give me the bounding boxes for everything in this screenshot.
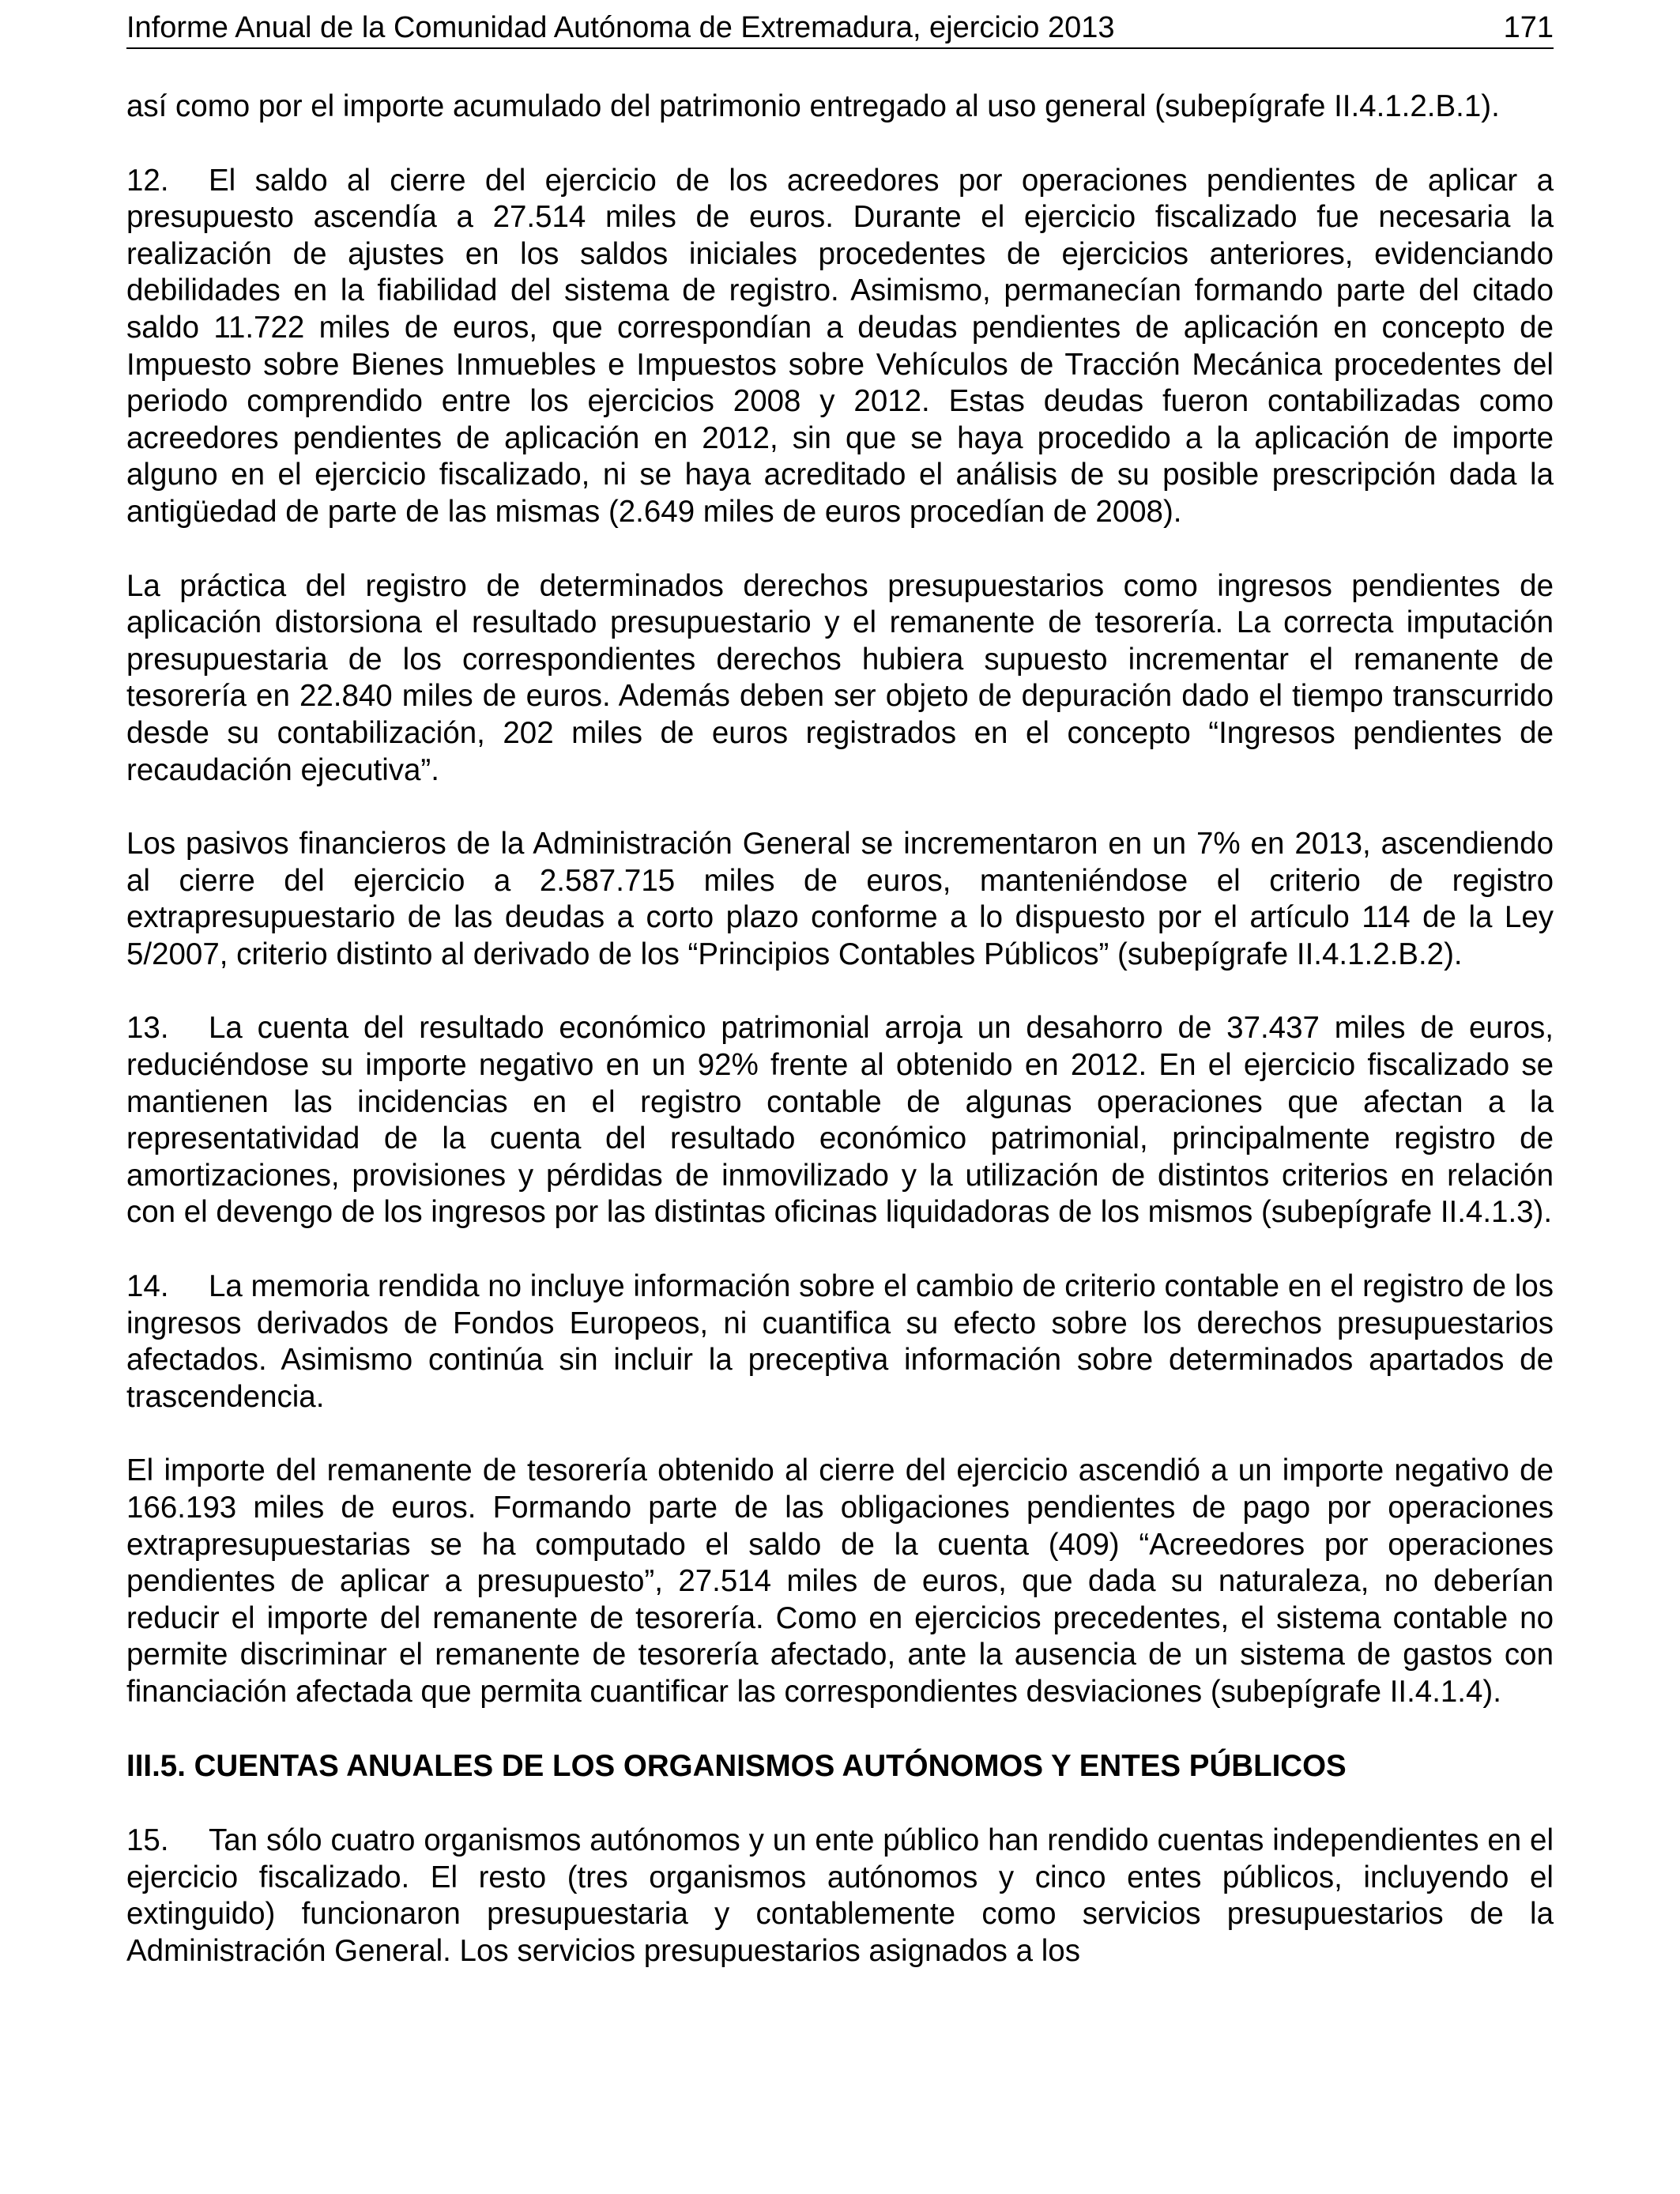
paragraph-15 [126, 1823, 1554, 1970]
running-header [126, 9, 1554, 49]
paragraph-12-ingresos: La práctica del registro de determinados derechos presupuestarios como ingresos pendientes de aplicación distorsiona el resultado presupuestario y el remanente de tesorería. La correcta imputación presupuestaria de los correspondientes derechos hubiera supuesto incrementar el remanente de tesorería en 22.840 miles de euros. Además deben ser objeto de depuración dado el tiempo transcurrido desde su contabilización, 202 miles de euros registrados en el concepto “Ingresos pendientes de recaudación ejecutiva”. [126, 568, 1554, 787]
paragraph-continuation: así como por el importe acumulado del patrimonio entregado al uso general (subepígrafe II.4.1.2.B.1). [126, 89, 1500, 123]
paragraph-12-pasivos: Los pasivos financieros de la Administración General se incrementaron en un 7% en 2013, ascendiendo al cierre del ejercicio a 2.587.715 miles de euros, manteniéndose el criterio de registro extrapresupuestario de las deudas a corto plazo conforme a lo dispuesto por el artículo 114 de la Ley 5/2007, criterio distinto al derivado de los “Principios Contables Públicos” (subepígrafe II.4.1.2.B.2). [126, 827, 1554, 971]
paragraph-text: Tan sólo cuatro organismos autónomos y un ente público han rendido cuentas independientes en el ejercicio fiscalizado. El resto (tres organismos autónomos y cinco entes públicos, incluyendo el extinguido) funcionaron presupuestaria y contablemente como servicios presupuestarios de la Administración General. Los servicios presupuestarios asignados a los [126, 1823, 1554, 1968]
paragraph-number: 15. [126, 1823, 169, 1858]
paragraph-text: La memoria rendida no incluye información sobre el cambio de criterio contable en el registro de los ingresos derivados de Fondos Europeos, ni cuantifica su efecto sobre los derechos presupuestarios afectados. Asimismo continúa sin incluir la preceptiva información sobre determinados apartados de trascendencia. [126, 1269, 1554, 1414]
paragraph-number: 12. [126, 163, 169, 198]
page-number: 171 [1503, 11, 1554, 44]
paragraph-text: El saldo al cierre del ejercicio de los acreedores por operaciones pendientes de aplicar a presupuesto ascendía a 27.514 miles de euros. Durante el ejercicio fiscalizado fue necesaria la realización de ajustes en los saldos iniciales procedentes de ejercicios anteriores, evidenciando debilidades en la fiabilidad del sistema de registro. Asimismo, permanecían formando parte del citado saldo 11.722 miles de euros, que correspondían a deudas pendientes de aplicación en concepto de Impuesto sobre Bienes Inmuebles e Impuestos sobre Vehículos de Tracción Mecánica procedentes del periodo comprendido entre los ejercicios 2008 y 2012. Estas deudas fueron contabilizadas como acreedores pendientes de aplicación en 2012, sin que se haya procedido a la aplicación de importe alguno en el ejercicio fiscalizado, ni se haya acreditado el análisis de su posible prescripción dada la antigüedad de parte de las mismas (2.649 miles de euros procedían de 2008). [126, 163, 1554, 529]
section-heading: III.5. CUENTAS ANUALES DE LOS ORGANISMOS AUTÓNOMOS Y ENTES PÚBLICOS [126, 1748, 1347, 1783]
body-text [126, 89, 1554, 2007]
paragraph-number: 13. [126, 1011, 169, 1046]
paragraph-13 [126, 1010, 1554, 1231]
paragraph-12 [126, 163, 1554, 531]
paragraph-14 [126, 1269, 1554, 1416]
paragraph-14-remanente: El importe del remanente de tesorería obtenido al cierre del ejercicio ascendió a un importe negativo de 166.193 miles de euros. Formando parte de las obligaciones pendientes de pago por operaciones extrapresupuestarias se ha computado el saldo de la cuenta (409) “Acreedores por operaciones pendientes de aplicar a presupuesto”, 27.514 miles de euros, que dada su naturaleza, no deberían reducir el importe del remanente de tesorería. Como en ejercicios precedentes, el sistema contable no permite discriminar el remanente de tesorería afectado, ante la ausencia de un sistema de gastos con financiación afectada que permita cuantificar las correspondientes desviaciones (subepígrafe II.4.1.4). [126, 1453, 1554, 1709]
paragraph-number: 14. [126, 1269, 169, 1304]
paragraph-text: La cuenta del resultado económico patrimonial arroja un desahorro de 37.437 miles de euros, reduciéndose su importe negativo en un 92% frente al obtenido en 2012. En el ejercicio fiscalizado se mantienen las incidencias en el registro contable de algunas operaciones que afectan a la representatividad de la cuenta del resultado económico patrimonial, principalmente registro de amortizaciones, provisiones y pérdidas de inmovilizado y la utilización de distintos criterios en relación con el devengo de los ingresos por las distintas oficinas liquidadoras de los mismos (subepígrafe II.4.1.3). [126, 1011, 1554, 1230]
report-title: Informe Anual de la Comunidad Autónoma de Extremadura, ejercicio 2013 [126, 11, 1115, 44]
